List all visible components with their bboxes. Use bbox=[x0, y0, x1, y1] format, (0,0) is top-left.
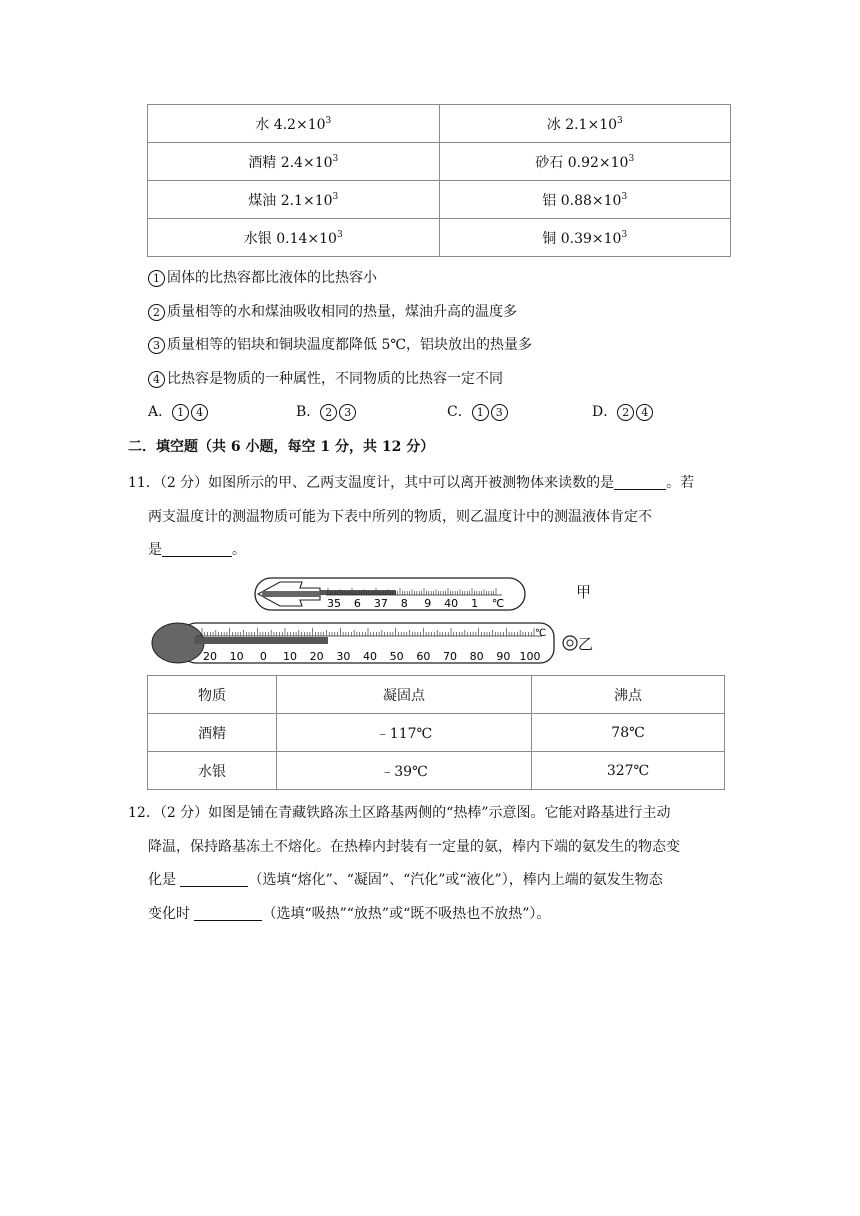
specific-heat-table bbox=[147, 104, 731, 257]
tick-label: 20 bbox=[203, 650, 217, 663]
table-cell: 水银 bbox=[148, 752, 277, 790]
table-cell: 327℃ bbox=[532, 752, 725, 790]
tick-label: 0 bbox=[259, 650, 267, 663]
tick-label: 70 bbox=[443, 650, 457, 663]
tick-label: ℃ bbox=[491, 597, 505, 610]
statement-2: 2 质量相等的水和煤油吸收相同的热量，煤油升高的温度多 bbox=[148, 301, 517, 321]
label-jia: 甲 bbox=[576, 583, 592, 601]
q11-blank-2[interactable] bbox=[162, 542, 232, 557]
table-row bbox=[148, 143, 731, 181]
table-cell: 铝 $0.88\times 10^3$ bbox=[439, 181, 731, 219]
table-cell: 酒精 $2.4\times 10^3$ bbox=[148, 143, 440, 181]
phase-table bbox=[147, 675, 725, 790]
column-header: 凝固点 bbox=[276, 676, 531, 714]
table-cell: ﹣39℃ bbox=[276, 752, 531, 790]
q12-blank-1[interactable] bbox=[180, 872, 248, 887]
table-row bbox=[148, 181, 731, 219]
circled-number: 2 bbox=[148, 304, 165, 321]
circled-number: 4 bbox=[148, 371, 165, 388]
circled-number: 3 bbox=[148, 337, 165, 354]
column-header: 沸点 bbox=[532, 676, 725, 714]
table-row bbox=[148, 714, 725, 752]
option-b[interactable]: B． 2 3 bbox=[296, 401, 358, 421]
table-row bbox=[148, 752, 725, 790]
section-title: 二．填空题（共 6 小题，每空 1 分，共 12 分） bbox=[128, 439, 435, 455]
table-cell: 冰 $2.1\times 10^3$ bbox=[439, 105, 731, 143]
hook-icon bbox=[563, 636, 577, 650]
q11-line2: 两支温度计的测温物质可能为下表中所列的物质，则乙温度计中的测温液体肯定不 bbox=[148, 509, 652, 525]
tick-label: 20 bbox=[309, 650, 324, 663]
tick-label: 37 bbox=[373, 597, 388, 610]
tick-label: 80 bbox=[469, 650, 484, 663]
statement-1: 1 固体的比热容都比液体的比热容小 bbox=[148, 267, 377, 287]
table-cell: 煤油 $2.1\times 10^3$ bbox=[148, 181, 440, 219]
tick-label: 35 bbox=[327, 597, 341, 610]
option-d[interactable]: D． 2 4 bbox=[592, 401, 655, 421]
q11-line3: 是 。 bbox=[148, 542, 246, 558]
table-cell: 砂石 $0.92\times 10^3$ bbox=[439, 143, 731, 181]
label-yi: 乙 bbox=[578, 635, 594, 653]
tick-label: 90 bbox=[496, 650, 511, 663]
statement-4: 4 比热容是物质的一种属性，不同物质的比热容一定不同 bbox=[148, 368, 503, 388]
q12-line3: 化是 （选填“熔化”、“凝固”、“汽化”或“液化”），棒内上端的氨发生物态 bbox=[148, 872, 663, 888]
tick-label: 50 bbox=[389, 650, 404, 663]
tick-label: 100 bbox=[519, 650, 541, 663]
tick-label: 60 bbox=[416, 650, 431, 663]
option-c[interactable]: C． 1 3 bbox=[447, 401, 510, 421]
q11-blank-1[interactable] bbox=[614, 475, 666, 490]
tick-label: 40 bbox=[444, 597, 459, 610]
option-a[interactable]: A． 1 4 bbox=[148, 401, 210, 421]
tick-label: 9 bbox=[424, 597, 432, 610]
tick-label: 8 bbox=[400, 597, 408, 610]
thermometer-yi bbox=[152, 623, 577, 663]
tick-label: 6 bbox=[353, 597, 361, 610]
table-row bbox=[148, 219, 731, 257]
q12-line1: 12．（2 分）如图是铺在青藏铁路冻土区路基两侧的“热棒”示意图。它能对路基进行主动 bbox=[128, 805, 671, 821]
q12-blank-2[interactable] bbox=[194, 906, 262, 921]
table-cell: 水银 $0.14\times 10^3$ bbox=[148, 219, 440, 257]
tick-label: 10 bbox=[229, 650, 244, 663]
table-header-row bbox=[148, 676, 725, 714]
table-cell: 酒精 bbox=[148, 714, 277, 752]
circled-number: 1 bbox=[148, 270, 165, 287]
tick-label: 10 bbox=[283, 650, 297, 663]
tick-label: 1 bbox=[471, 597, 479, 610]
table-cell: 铜 $0.39\times 10^3$ bbox=[439, 219, 731, 257]
column-header: 物质 bbox=[148, 676, 277, 714]
tick-label: 30 bbox=[336, 650, 351, 663]
q12-line4: 变化时 （选填“吸热”“放热”或“既不吸热也不放热”）。 bbox=[148, 906, 551, 922]
thermometer-jia bbox=[255, 578, 525, 610]
thermometers-figure bbox=[150, 574, 610, 668]
q12-line2: 降温，保持路基冻土不熔化。在热棒内封装有一定量的氨，棒内下端的氨发生的物态变 bbox=[148, 839, 680, 855]
table-cell: 78℃ bbox=[532, 714, 725, 752]
table-cell: ﹣117℃ bbox=[276, 714, 531, 752]
q11-line1: 11．（2 分）如图所示的甲、乙两支温度计，其中可以离开被测物体来读数的是 。若 bbox=[128, 475, 695, 491]
statement-3: 3 质量相等的铝块和铜块温度都降低 5℃，铝块放出的热量多 bbox=[148, 334, 532, 354]
table-cell: 水 $4.2\times 10^3$ bbox=[148, 105, 440, 143]
yi-unit-label: ℃ bbox=[535, 628, 547, 639]
table-row bbox=[148, 105, 731, 143]
tick-label: 40 bbox=[363, 650, 377, 663]
